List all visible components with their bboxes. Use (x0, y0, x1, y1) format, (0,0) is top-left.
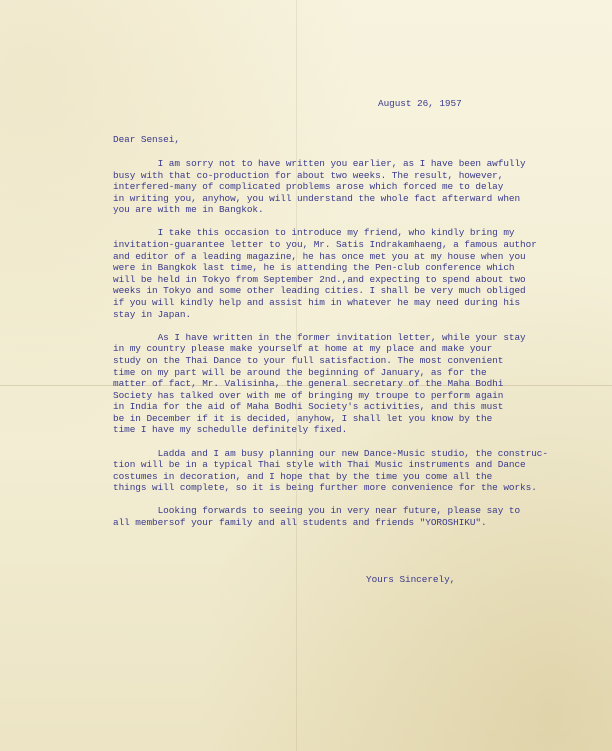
text-line: will be held in Tokyo from September 2nd.,and expecting to spend about two (113, 273, 526, 285)
text-line: and editor of a leading magazine, he has once met you at my house when you (113, 250, 526, 262)
text-line: all membersof your family and all students and friends "YOROSHIKU". (113, 517, 487, 529)
text-line: I take this occasion to introduce my friend, who kindly bring my (113, 227, 515, 239)
paragraph-5 (113, 505, 573, 528)
text-line: matter of fact, Mr. Valisinha, the general secretary of the Maha Bodhi (113, 378, 504, 390)
text-line: Ladda and I am busy planning our new Dance-Music studio, the construc- (113, 447, 548, 459)
text-line: time I have my schedulle definitely fixed. (113, 424, 348, 436)
paragraph-2 (113, 227, 573, 320)
text-line: invitation-guarantee letter to you, Mr. Satis Indrakamhaeng, a famous author (113, 239, 537, 251)
text-line: As I have written in the former invitation letter, while your stay (113, 331, 526, 343)
text-line: Society has talked over with me of bringing my troupe to perform again (113, 389, 504, 401)
text-line: in writing you, anyhow, you will understand the whole fact afterward when (113, 192, 521, 204)
letter-closing: Yours Sincerely, (366, 574, 456, 585)
text-line: be in December if it is decided, anyhow, I shall let you know by the (113, 412, 493, 424)
text-line: study on the Thai Dance to your full satisfaction. The most convenient (113, 354, 504, 366)
text-line: things will complete, so it is being further more convenience for the works. (113, 482, 537, 494)
letter-salutation: Dear Sensei, (113, 134, 180, 145)
text-line: Looking forwards to seeing you in very near future, please say to (113, 505, 521, 517)
text-line: busy with that co-production for about two weeks. The result, however, (113, 169, 504, 181)
text-line: costumes in decoration, and I hope that by the time you come all the (113, 470, 493, 482)
text-line: time on my part will be around the beginning of January, as for the (113, 366, 487, 378)
text-line: I am sorry not to have written you earlier, as I have been awfully (113, 158, 526, 169)
text-line: stay in Japan. (113, 308, 192, 320)
text-line: in my country please make yourself at home at my place and make your (113, 343, 493, 355)
paragraph-1 (113, 158, 573, 216)
text-line: you are with me in Bangkok. (113, 204, 264, 216)
paragraph-3 (113, 332, 573, 436)
text-line: tion will be in a typical Thai style with Thai Music instruments and Dance (113, 459, 526, 471)
text-line: weeks in Tokyo and some other leading cities. I shall be very much obliged (113, 285, 526, 297)
text-line: were in Bangkok last time, he is attending the Pen-club conference which (113, 262, 515, 274)
letter-body (113, 158, 573, 540)
text-line: in India for the aid of Maha Bodhi Society's activities, and this must (113, 401, 504, 413)
text-line: if you will kindly help and assist him in whatever he may need during his (113, 297, 521, 309)
paragraph-4 (113, 448, 573, 494)
letter-date: August 26, 1957 (378, 98, 462, 109)
text-line: interfered-many of complicated problems arose which forced me to delay (113, 181, 504, 193)
